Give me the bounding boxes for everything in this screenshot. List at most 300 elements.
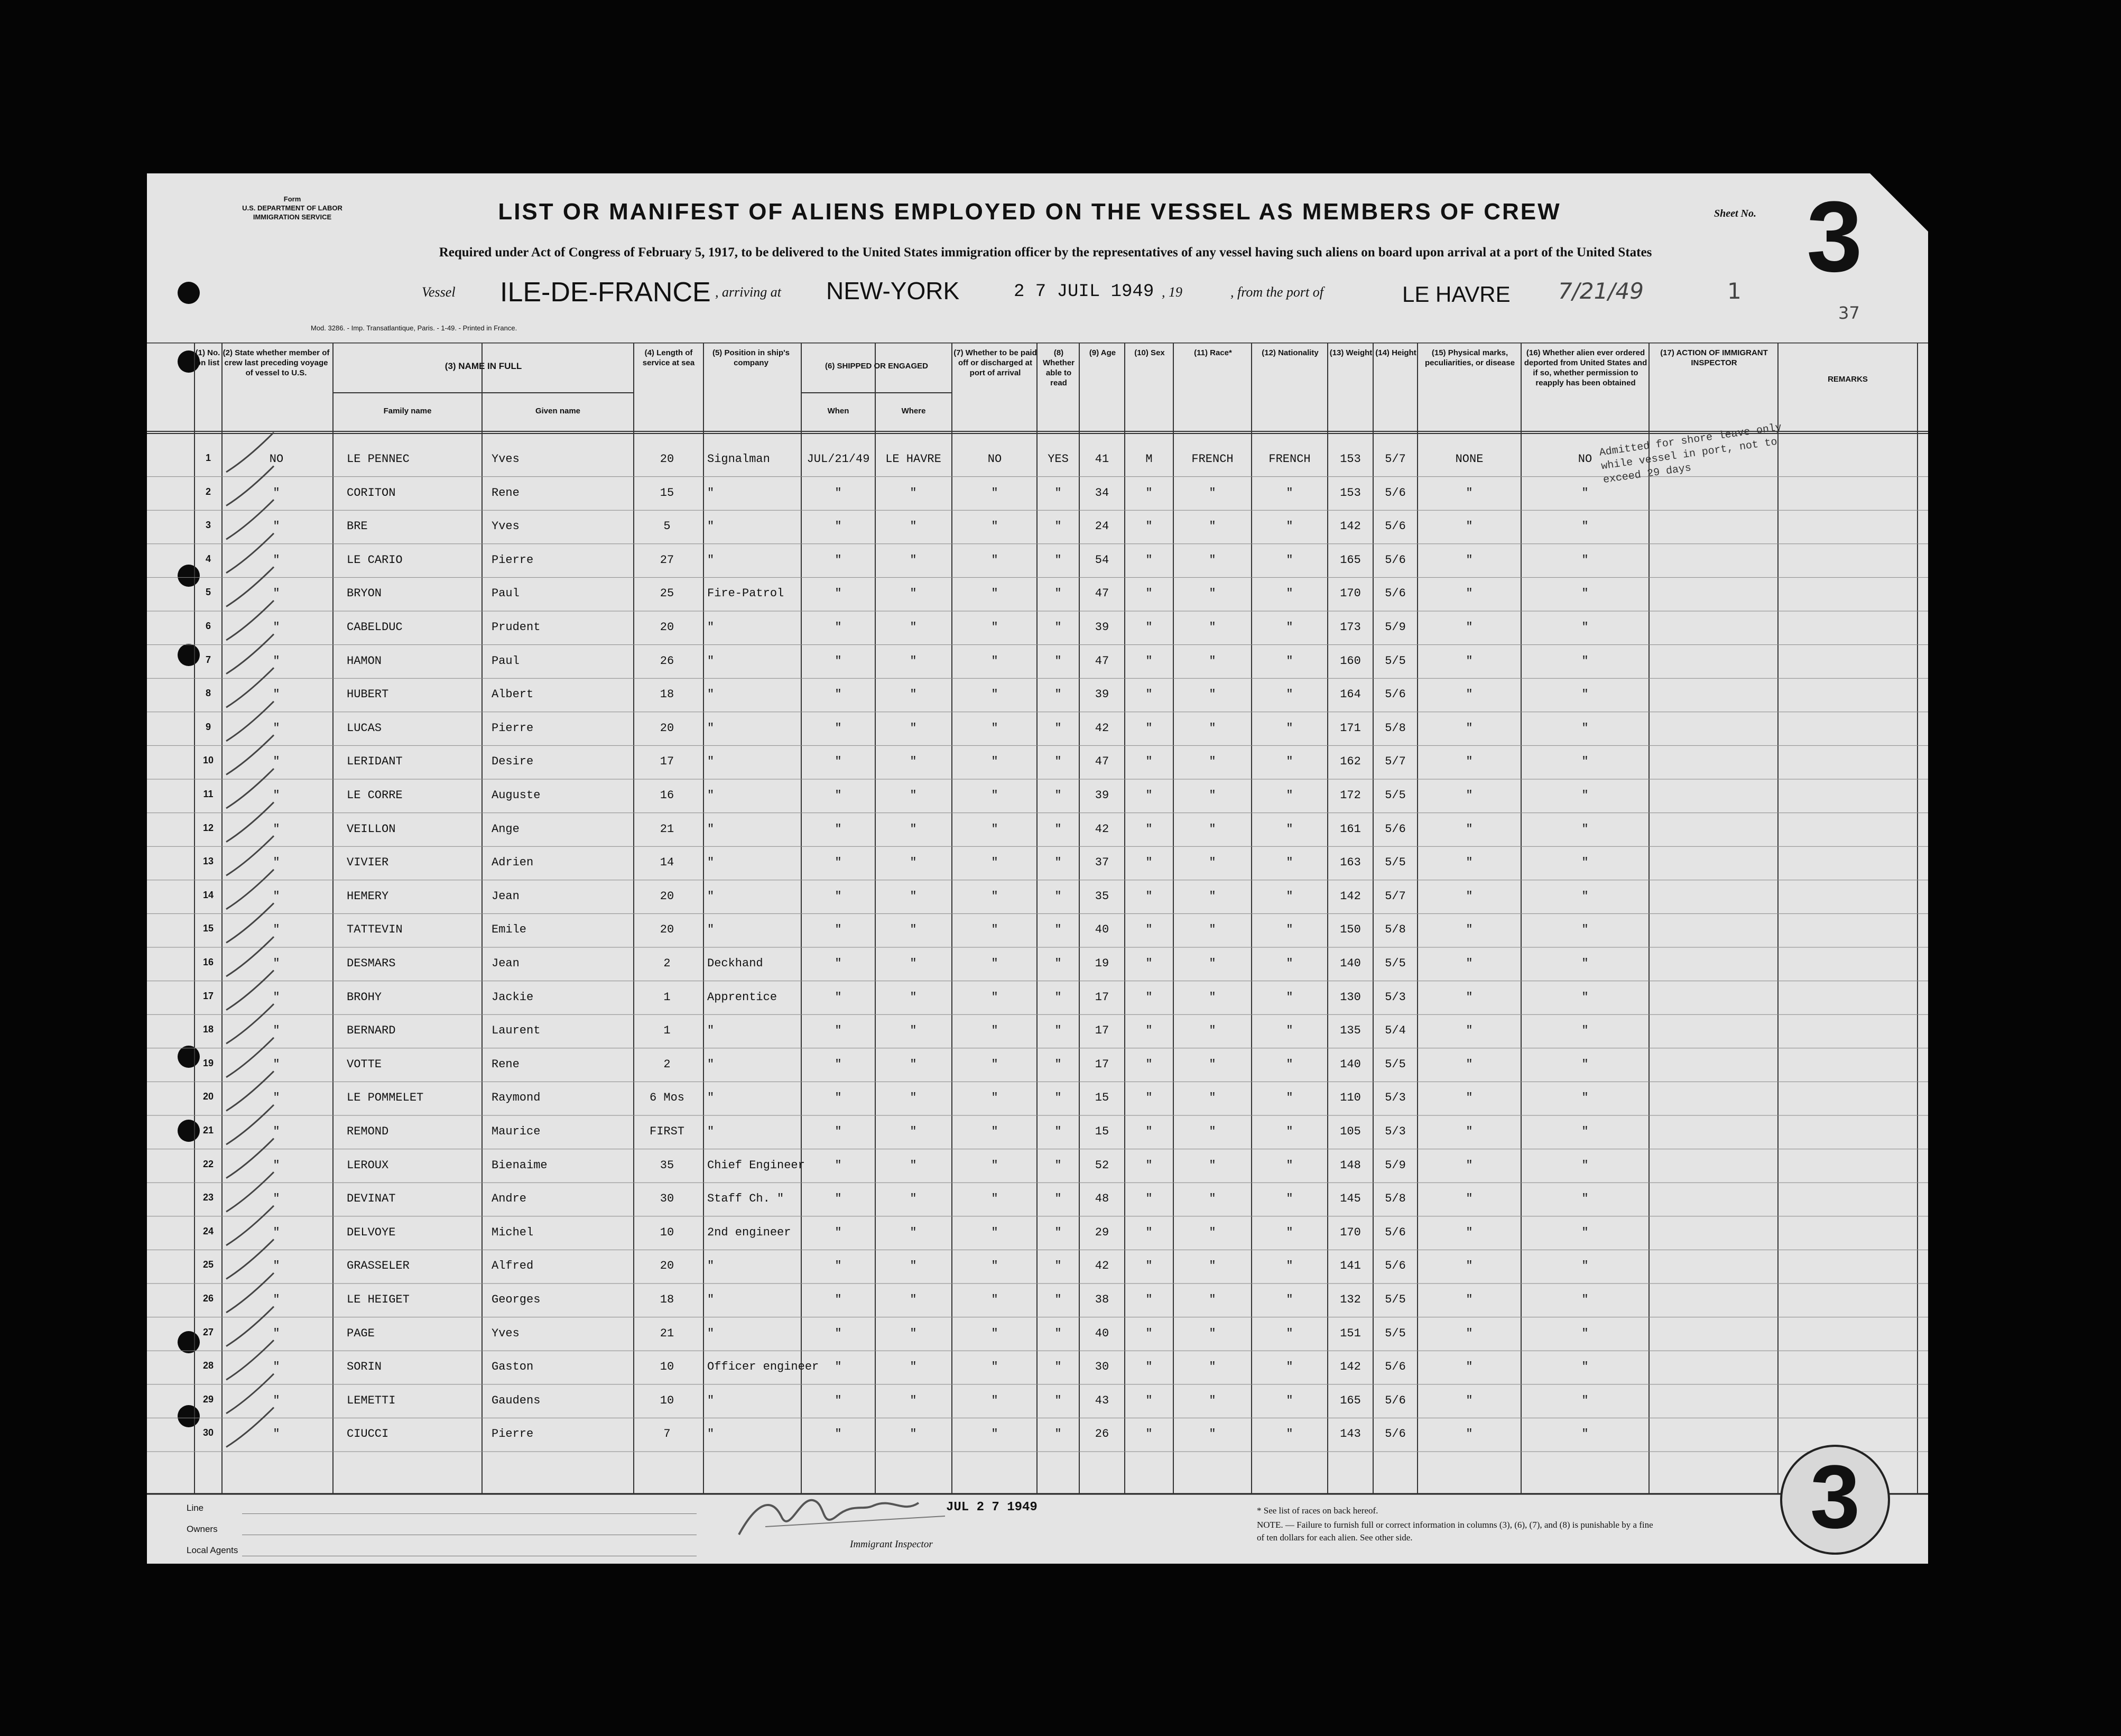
cell-weight: 110 [1340,1091,1361,1105]
cell-prev: " [273,1293,280,1306]
header-age: (9) Age [1089,348,1116,357]
cell-no: 29 [202,1393,214,1405]
handwritten-mark: 1 [1727,278,1742,304]
cell-service: 10 [660,1393,674,1407]
tick-mark [226,802,274,842]
tick-mark [226,432,274,472]
tick-mark [226,533,274,573]
cell-sex: " [1145,1158,1153,1172]
cell-weight: 170 [1340,587,1361,601]
cell-marks: " [1466,688,1473,701]
cell-service: 7 [663,1427,671,1441]
header-paid-off: (7) Whether to be paid off or discharged at port of arrival [953,348,1037,377]
cell-deported: " [1581,1360,1589,1374]
tick-mark [226,870,274,909]
cell-sex: " [1145,789,1153,802]
cell-service: 5 [663,520,671,533]
cell-marks: " [1466,789,1473,802]
cell-nat: FRENCH [1268,453,1311,466]
cell-age: 30 [1095,1360,1109,1374]
cell-marks: " [1466,822,1473,836]
cell-weight: 163 [1340,856,1361,870]
cell-race: " [1209,856,1216,870]
cell-read: " [1054,520,1062,533]
cell-nat: " [1286,856,1293,870]
cell-read: " [1054,1326,1062,1340]
cell-sex: " [1145,1259,1153,1273]
cell-family: CIUCCI [347,1427,389,1441]
cell-race: " [1209,1192,1216,1206]
page-note: 37 [1838,303,1860,323]
cell-age: 37 [1095,856,1109,870]
cell-paid: NO [987,453,1002,466]
cell-prev: " [273,789,280,802]
cell-read: " [1054,1091,1062,1105]
cell-position: " [707,856,715,870]
cell-race: " [1209,721,1216,735]
cell-weight: 153 [1340,486,1361,500]
cell-height: 5/9 [1385,621,1406,634]
cell-height: 5/3 [1385,1091,1406,1105]
cell-sex: " [1145,1192,1153,1206]
header-able-to-read: (8) Whether able to read [1043,348,1075,387]
cell-race: " [1209,1293,1216,1306]
cell-deported: " [1581,856,1589,870]
cell-age: 47 [1095,755,1109,769]
cell-when: " [835,486,842,500]
cell-height: 5/9 [1385,1158,1406,1172]
cell-prev: " [273,1125,280,1138]
cell-paid: " [991,1259,998,1273]
cell-family: VOTTE [347,1057,382,1071]
cell-paid: " [991,1158,998,1172]
cell-where: " [910,923,917,937]
cell-position: " [707,621,715,634]
cell-marks: " [1466,1158,1473,1172]
tick-mark [226,701,274,741]
cell-family: VIVIER [347,856,389,870]
cell-paid: " [991,721,998,735]
cell-read: " [1054,1393,1062,1407]
cell-read: " [1054,486,1062,500]
header-sex: (10) Sex [1134,348,1165,357]
cell-position: " [707,654,715,668]
cell-no: 11 [203,789,214,799]
header-remarks: REMARKS [1828,375,1868,384]
cell-prev: " [273,856,280,870]
cell-marks: " [1466,1091,1473,1105]
cell-age: 52 [1095,1158,1109,1172]
tick-mark [226,601,274,640]
cell-race: " [1209,688,1216,701]
cell-when: " [835,1360,842,1374]
cell-age: 17 [1095,1057,1109,1071]
cell-paid: " [991,1427,998,1441]
vessel-name: ILE-DE-FRANCE [500,277,711,308]
cell-marks: " [1466,923,1473,937]
cell-family: CORITON [347,486,396,500]
cell-nat: " [1286,1360,1293,1374]
header-weight: (13) Weight [1329,348,1373,357]
cell-age: 40 [1095,923,1109,937]
cell-position: " [707,1125,715,1138]
cell-read: " [1054,654,1062,668]
cell-when: " [835,1427,842,1441]
tick-mark [226,1071,274,1111]
cell-nat: " [1286,789,1293,802]
cell-read: " [1054,1158,1062,1172]
cell-prev: " [273,688,280,701]
cell-nat: " [1286,1091,1293,1105]
cell-prev: " [273,654,280,668]
cell-deported: " [1581,1192,1589,1206]
cell-no: 24 [202,1225,214,1236]
cell-paid: " [991,1293,998,1306]
cell-family: REMOND [347,1125,389,1138]
cell-age: 17 [1095,1024,1109,1038]
handwritten-date: 7/21/49 [1558,278,1644,304]
cell-family: GRASSELER [347,1259,410,1273]
cell-sex: " [1145,1225,1153,1239]
cell-deported: " [1581,789,1589,802]
header-list-number: (1) No. on list [195,348,220,367]
cell-paid: " [991,1360,998,1374]
cell-position: " [707,1024,715,1038]
cell-height: 5/6 [1385,486,1406,500]
cell-sex: " [1145,1393,1153,1407]
cell-nat: " [1286,1024,1293,1038]
cell-family: LEMETTI [347,1393,396,1407]
cell-where: " [910,856,917,870]
cell-position: " [707,553,715,567]
cell-service: 27 [660,553,674,567]
cell-where: " [910,1091,917,1105]
cell-sex: " [1145,654,1153,668]
cell-sex: " [1145,822,1153,836]
cell-no: 2 [205,486,211,497]
header-family-name: Family name [383,407,432,415]
cell-family: LUCAS [347,721,382,735]
cell-age: 15 [1095,1091,1109,1105]
tick-mark [226,668,274,707]
cell-race: " [1209,1057,1216,1071]
form-ref-line: IMMIGRATION SERVICE [253,213,332,221]
cell-service: 17 [660,755,674,769]
cell-paid: " [991,1192,998,1206]
cell-weight: 135 [1340,1024,1361,1038]
tick-mark [226,466,274,506]
cell-prev: " [273,957,280,970]
cell-family: DELVOYE [347,1225,396,1239]
cell-read: " [1054,1192,1062,1206]
cell-position: " [707,789,715,802]
cell-age: 17 [1095,990,1109,1004]
cell-nat: " [1286,654,1293,668]
cell-weight: 171 [1340,721,1361,735]
cell-paid: " [991,822,998,836]
cell-race: " [1209,755,1216,769]
cell-family: LE POMMELET [347,1091,424,1105]
cell-where: " [910,1192,917,1206]
cell-position: Fire-Patrol [707,587,784,601]
cell-no: 5 [205,587,211,598]
cell-deported: " [1581,1225,1589,1239]
cell-no: 13 [202,856,214,867]
form-ref-line: Form [283,195,301,203]
header-when: When [827,407,849,415]
cell-no: 28 [202,1360,214,1371]
tick-mark [226,500,274,539]
cell-paid: " [991,1024,998,1038]
cell-race: " [1209,1024,1216,1038]
cell-race: " [1209,1225,1216,1239]
cell-read: " [1054,1427,1062,1441]
cell-weight: 143 [1340,1427,1361,1441]
header-where: Where [901,407,926,415]
cell-paid: " [991,789,998,802]
cell-no: 14 [202,889,214,900]
cell-nat: " [1286,1259,1293,1273]
cell-given: Jean [492,889,520,903]
tick-mark [226,1038,274,1077]
cell-height: 5/4 [1385,1024,1406,1038]
cell-deported: " [1581,1393,1589,1407]
cell-marks: " [1466,990,1473,1004]
cell-service: 18 [660,688,674,701]
cell-given: Laurent [492,1024,541,1038]
cell-sex: " [1145,1091,1153,1105]
cell-race: FRENCH [1191,453,1234,466]
cell-position: " [707,755,715,769]
cell-race: " [1209,1360,1216,1374]
cell-age: 26 [1095,1427,1109,1441]
cell-sex: " [1145,1427,1153,1441]
cell-service: 1 [663,990,671,1004]
cell-deported: " [1581,822,1589,836]
cell-read: " [1054,1360,1062,1374]
cell-no: 18 [202,1024,214,1035]
cell-service: 21 [660,1326,674,1340]
cell-nat: " [1286,1225,1293,1239]
cell-age: 39 [1095,621,1109,634]
cell-sex: " [1145,957,1153,970]
cell-weight: 165 [1340,553,1361,567]
cell-family: DEVINAT [347,1192,396,1206]
cell-prev: " [273,520,280,533]
cell-given: Prudent [492,621,541,634]
cell-service: 20 [660,889,674,903]
cell-when: " [835,856,842,870]
tick-mark [226,1139,274,1178]
cell-position: " [707,923,715,937]
cell-position: " [707,1393,715,1407]
cell-where: " [910,889,917,903]
cell-deported: " [1581,889,1589,903]
cell-given: Raymond [492,1091,541,1105]
cell-when: " [835,923,842,937]
cell-no: 17 [202,990,214,1001]
cell-marks: " [1466,889,1473,903]
cell-marks: " [1466,621,1473,634]
cell-no: 21 [202,1125,214,1135]
header-shipped-engaged: (6) SHIPPED OR ENGAGED [825,362,929,371]
cell-service: 20 [660,1259,674,1273]
cell-prev: " [273,1393,280,1407]
cell-nat: " [1286,957,1293,970]
cell-given: Bienaime [492,1158,548,1172]
cell-nat: " [1286,1057,1293,1071]
cell-deported: " [1581,990,1589,1004]
cell-given: Jean [492,957,520,970]
cell-deported: " [1581,654,1589,668]
cell-weight: 140 [1340,957,1361,970]
page-subtitle: Required under Act of Congress of February 5, 1917, to be delivered to the United States immigration officer by the representatives of any vessel having such aliens on board upon arrival at a port of the United States [439,245,1652,260]
cell-family: HEMERY [347,889,389,903]
cell-marks: " [1466,1427,1473,1441]
header-name-in-full: (3) NAME IN FULL [444,361,522,371]
from-port-label: , from the port of [1230,284,1323,300]
cell-where: " [910,822,917,836]
cell-age: 34 [1095,486,1109,500]
cell-when: " [835,889,842,903]
cell-weight: 150 [1340,923,1361,937]
cell-race: " [1209,587,1216,601]
cell-deported: " [1581,553,1589,567]
cell-marks: " [1466,486,1473,500]
cell-nat: " [1286,621,1293,634]
cell-given: Georges [492,1293,541,1306]
cell-no: 15 [202,923,214,934]
cell-given: Rene [492,1057,520,1071]
cell-read: " [1054,957,1062,970]
cell-when: " [835,621,842,634]
cell-family: BRYON [347,587,382,601]
cell-prev: " [273,1259,280,1273]
penalty-note: NOTE. — Failure to furnish full or correct information in columns (3), (6), (7), and (8) is punishable by a fine of ten dollars for each alien. See other side. [1257,1520,1653,1543]
cell-deported: " [1581,1024,1589,1038]
cell-weight: 161 [1340,822,1361,836]
cell-deported: " [1581,1091,1589,1105]
cell-where: " [910,755,917,769]
cell-age: 42 [1095,1259,1109,1273]
punch-hole [178,282,200,304]
cell-no: 25 [202,1259,214,1270]
cell-height: 5/5 [1385,1326,1406,1340]
cell-family: LE CARIO [347,553,403,567]
cell-height: 5/5 [1385,856,1406,870]
cell-height: 5/6 [1385,822,1406,836]
header-inspector-action: (17) ACTION OF IMMIGRANT INSPECTOR [1660,348,1768,367]
cell-paid: " [991,755,998,769]
cell-height: 5/8 [1385,1192,1406,1206]
cell-race: " [1209,1326,1216,1340]
cell-given: Emile [492,923,527,937]
cell-read: " [1054,990,1062,1004]
header-position: (5) Position in ship's company [712,348,790,367]
cell-paid: " [991,957,998,970]
cell-race: " [1209,1259,1216,1273]
cell-family: VEILLON [347,822,396,836]
tick-mark [226,1374,274,1414]
cell-sex: " [1145,755,1153,769]
cell-no: 6 [205,621,211,631]
inspector-date-stamp: JUL 2 7 1949 [946,1500,1038,1515]
cell-nat: " [1286,1293,1293,1306]
cell-no: 27 [202,1326,214,1337]
cell-service: 1 [663,1024,671,1038]
cell-paid: " [991,621,998,634]
sheet-label: Sheet No. [1714,208,1756,219]
cell-service: 2 [663,1057,671,1071]
cell-weight: 165 [1340,1393,1361,1407]
cell-service: 26 [660,654,674,668]
cell-given: Yves [492,520,520,533]
cell-prev: " [273,923,280,937]
cell-deported: " [1581,721,1589,735]
cell-height: 5/5 [1385,1057,1406,1071]
vessel-label: Vessel [422,284,456,300]
cell-deported: " [1581,755,1589,769]
cell-marks: " [1466,1393,1473,1407]
cell-prev: " [273,1360,280,1374]
cell-height: 5/6 [1385,1360,1406,1374]
seal-number: 3 [1810,1447,1860,1547]
cell-when: " [835,822,842,836]
cell-weight: 130 [1340,990,1361,1004]
cell-read: " [1054,1225,1062,1239]
cell-sex: " [1145,1326,1153,1340]
cell-family: HUBERT [347,688,389,701]
tick-mark [226,1206,274,1245]
cell-weight: 140 [1340,1057,1361,1071]
cell-position: " [707,1259,715,1273]
cell-service: 10 [660,1360,674,1374]
cell-deported: " [1581,1293,1589,1306]
cell-where: " [910,721,917,735]
cell-race: " [1209,990,1216,1004]
cell-position: Deckhand [707,957,763,970]
cell-height: 5/6 [1385,1427,1406,1441]
arriving-label: , arriving at [715,284,781,300]
cell-family: LE CORRE [347,789,403,802]
cell-read: " [1054,822,1062,836]
tick-mark [226,1239,274,1279]
races-footnote: * See list of races on back hereof. [1257,1506,1378,1516]
cell-sex: " [1145,553,1153,567]
cell-prev: " [273,1158,280,1172]
cell-given: Jackie [492,990,534,1004]
cell-no: 19 [202,1057,214,1068]
cell-deported: " [1581,1125,1589,1138]
cell-age: 47 [1095,587,1109,601]
cell-sex: " [1145,889,1153,903]
printer-line: Mod. 3286. - Imp. Transatlantique, Paris. - 1-49. - Printed in France. [311,324,517,332]
cell-position: " [707,1427,715,1441]
cell-deported: " [1581,1158,1589,1172]
cell-weight: 160 [1340,654,1361,668]
cell-when: " [835,1393,842,1407]
cell-weight: 153 [1340,453,1361,466]
cell-height: 5/3 [1385,1125,1406,1138]
cell-nat: " [1286,1125,1293,1138]
cell-when: " [835,755,842,769]
cell-family: BROHY [347,990,382,1004]
cell-family: TATTEVIN [347,923,403,937]
cell-race: " [1209,957,1216,970]
cell-when: " [835,1326,842,1340]
inspector-signature [734,1484,977,1543]
cell-nat: " [1286,923,1293,937]
